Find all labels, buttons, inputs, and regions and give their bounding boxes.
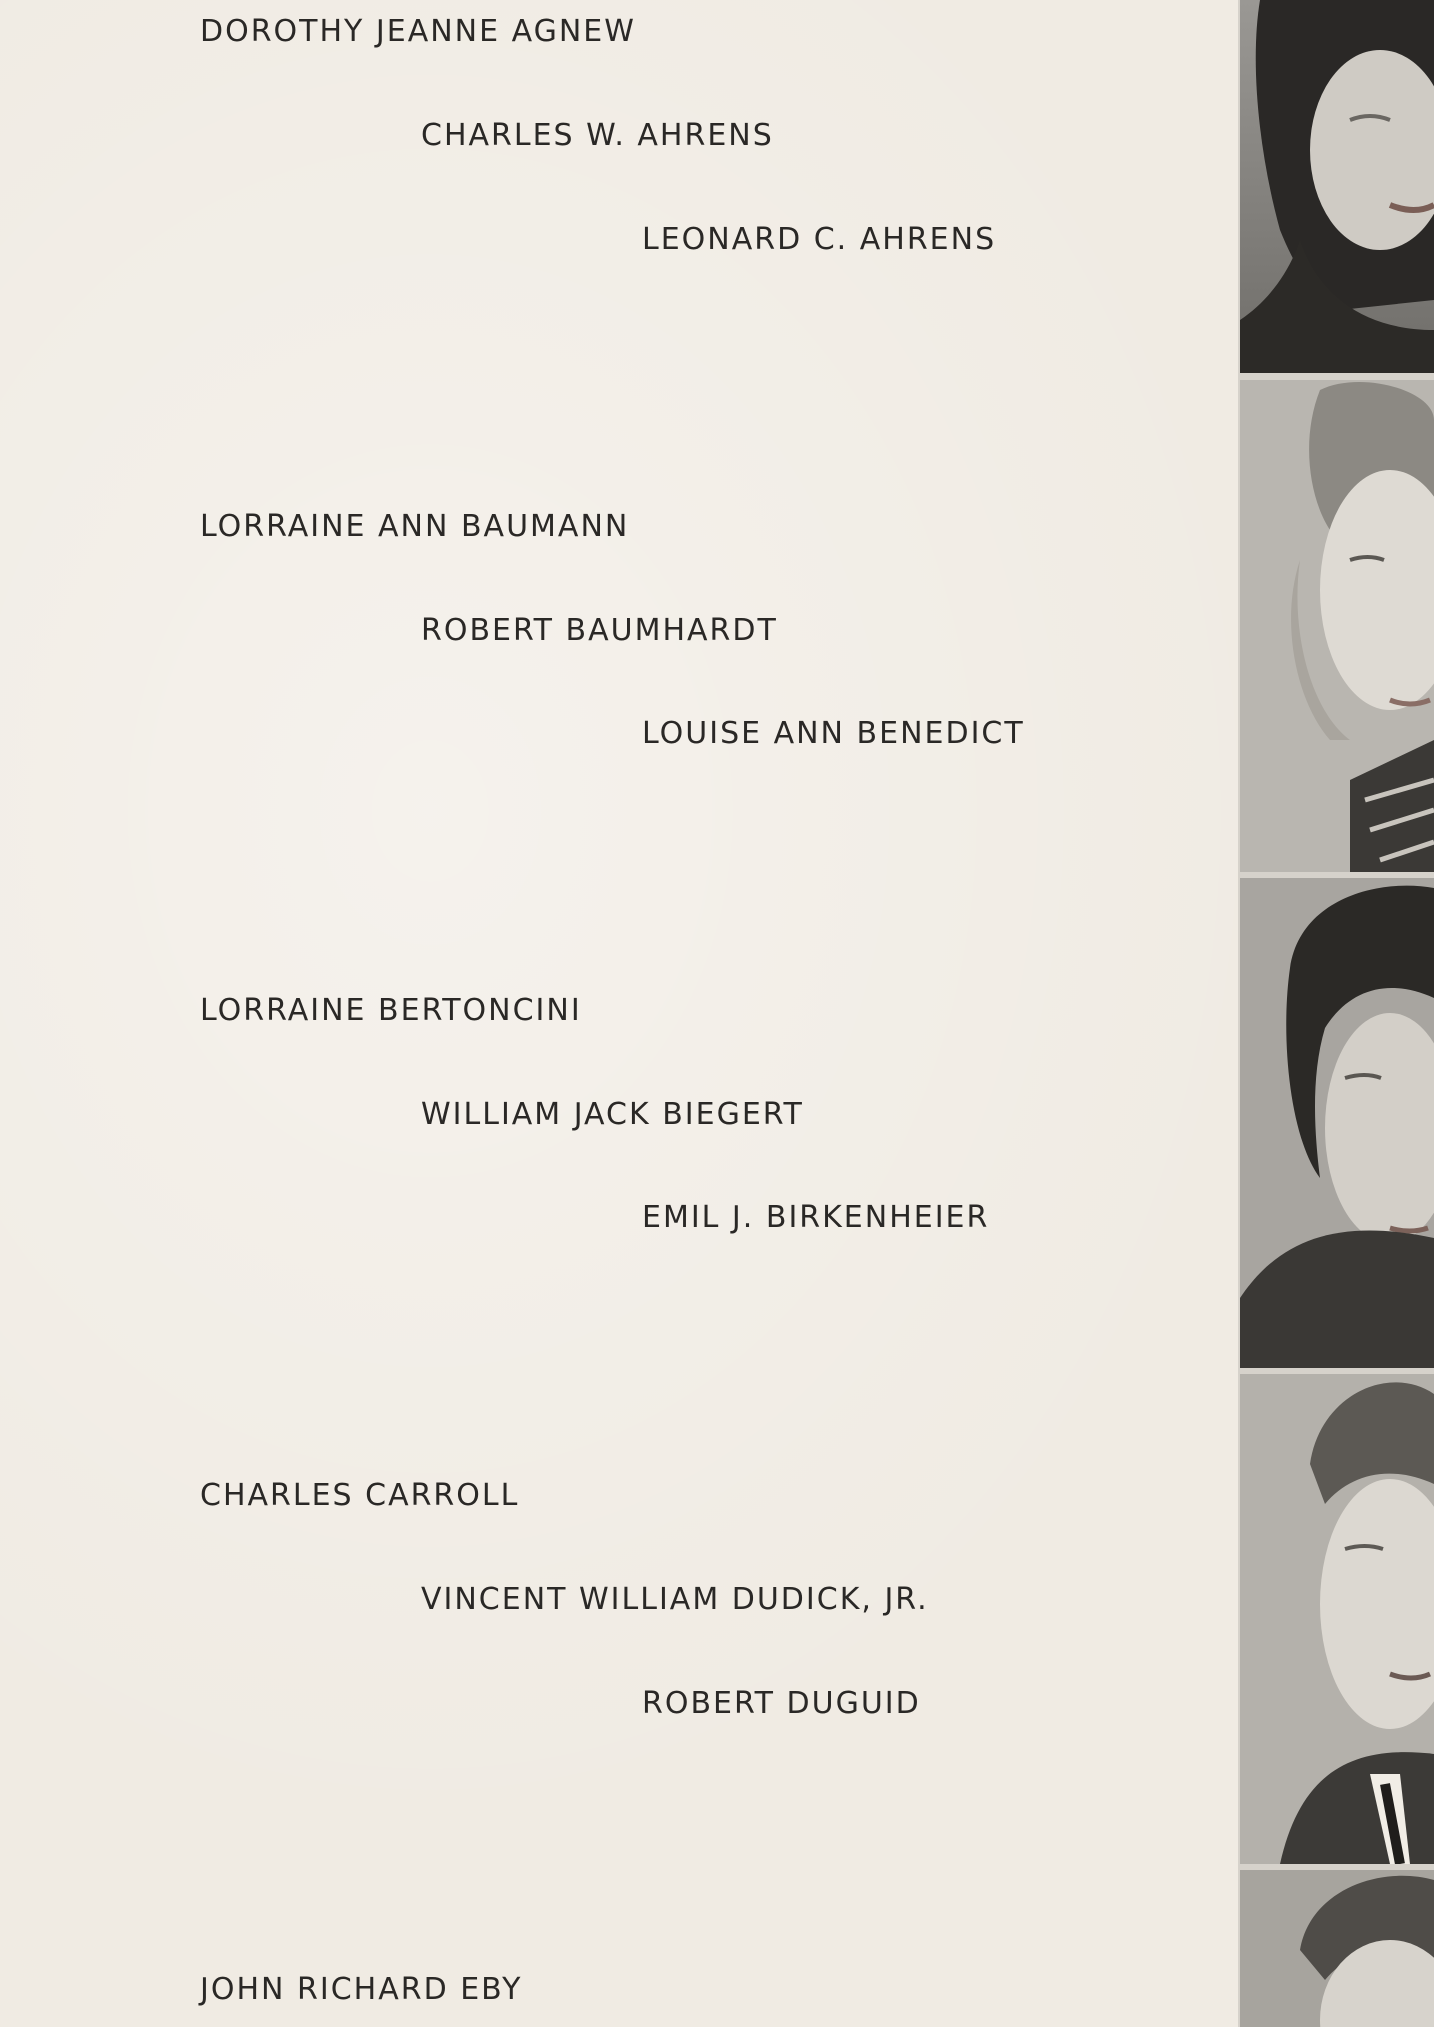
student-name-charles-ahrens: CHARLES W. AHRENS xyxy=(421,118,774,153)
student-name-agnew: DOROTHY JEANNE AGNEW xyxy=(200,14,636,49)
student-name-duguid: ROBERT DUGUID xyxy=(642,1686,921,1721)
student-name-dudick: VINCENT WILLIAM DUDICK, JR. xyxy=(421,1582,929,1617)
student-name-baumhardt: ROBERT BAUMHARDT xyxy=(421,613,778,648)
portrait-photo xyxy=(1240,1374,1434,1864)
student-name-birkenheier: EMIL J. BIRKENHEIER xyxy=(642,1200,990,1235)
student-name-biegert: WILLIAM JACK BIEGERT xyxy=(421,1097,804,1132)
portrait-photo xyxy=(1240,380,1434,872)
portrait-photo xyxy=(1240,0,1434,373)
student-name-bertoncini: LORRAINE BERTONCINI xyxy=(200,993,582,1028)
student-name-leonard-ahrens: LEONARD C. AHRENS xyxy=(642,222,997,257)
student-name-benedict: LOUISE ANN BENEDICT xyxy=(642,716,1025,751)
portrait-photo xyxy=(1240,878,1434,1368)
student-name-carroll: CHARLES CARROLL xyxy=(200,1478,520,1513)
portrait-photo xyxy=(1240,1870,1434,2027)
student-name-baumann: LORRAINE ANN BAUMANN xyxy=(200,509,630,544)
student-name-eby: JOHN RICHARD EBY xyxy=(200,1972,523,2007)
